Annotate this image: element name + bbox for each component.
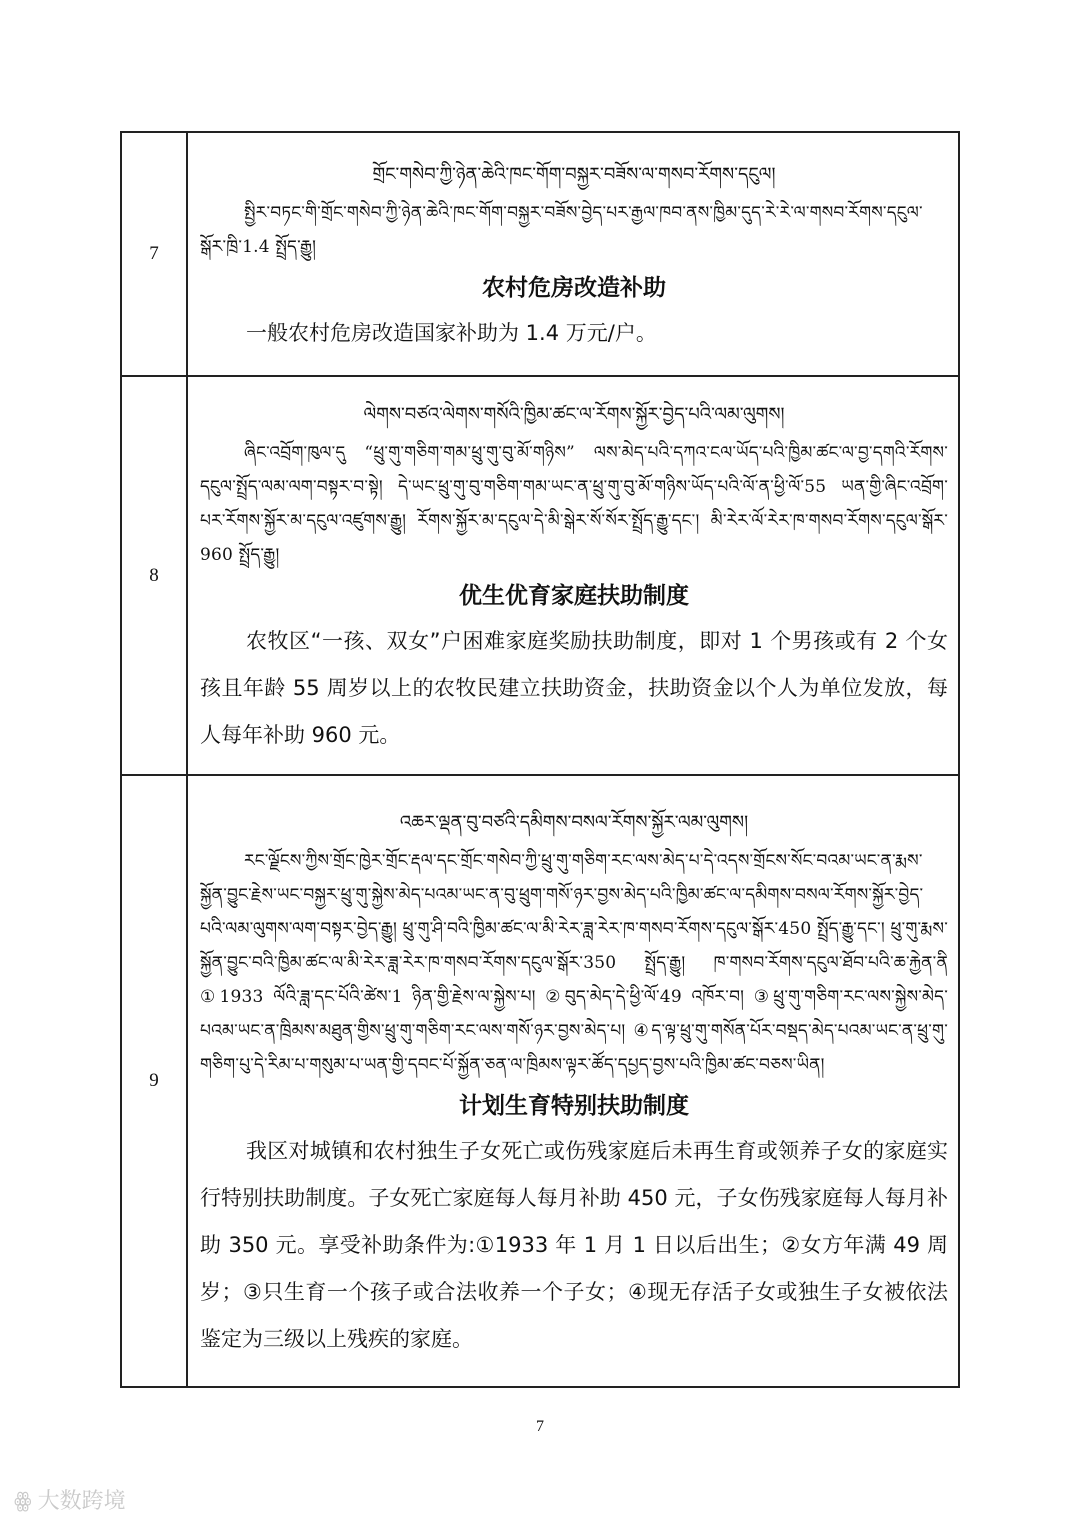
watermark-logo-icon: ꙮ — [14, 1487, 32, 1512]
watermark — [14, 1484, 126, 1515]
chinese-title: 农村危房改造补助 — [482, 274, 666, 301]
tibetan-body: རང་ལྗོངས་ཀྱིས་གྲོང་ཁྱེར་གྲོང་རྡལ་དང་གྲོང་གསེབ་ཀྱི་ཕྲུ་གུ་གཅིག་རང་ལས་མེད་པ་དེ་འདས་གྲོངས་སོང་བའམ་ཡང་ན་རྨས་སྐྱོན་བྱུང་རྗེས་ཡང་བསྐྱར་ཕྲུ་གུ་སྐྱེས་མེད་པའམ་ཡང་ན་བུ་ཕྲུག་གསོ་ཉར་བྱས་མེད་པའི་ཁྱིམ་ཚང་ལ་དམིགས་བསལ་རོགས་སྐྱོར་བྱེད་པའི་ལམ་ལུགས་ལག་བསྟར་བྱེད་རྒྱུ། ཕྲུ་གུ་ཤི་བའི་ཁྱིམ་ཚང་ལ་མི་རེར་ཟླ་རེར་ཁ་གསབ་རོགས་དངུལ་སྒོར་450 སྤྲོད་རྒྱུ་དང་། ཕྲུ་གུ་རྨས་སྐྱོན་བྱུང་བའི་ཁྱིམ་ཚང་ལ་མི་རེར་ཟླ་རེར་ཁ་གསབ་རོགས་དངུལ་སྒོར་350 སྤྲོད་རྒྱུ། ཁ་གསབ་རོགས་དངུལ་ཐོབ་པའི་ཆ་རྐྱེན་ནི ①1933 ལོའི་ཟླ་དང་པོའི་ཚེས་1 ཉིན་གྱི་རྗེས་ལ་སྐྱེས་པ། ②བུད་མེད་དེ་ཕྱི་ལོ་49 འཁོར་བ། ③ཕྲུ་གུ་གཅིག་རང་ལས་སྐྱེས་མེད་པའམ་ཡང་ན་ཁྲིམས་མཐུན་གྱིས་ཕྲུ་གུ་གཅིག་རང་ལས་གསོ་ཉར་བྱས་མེད་པ། ④ད་ལྟ་ཕྲུ་གུ་གསོན་པོར་བསྡད་མེད་པའམ་ཡང་ན་ཕྲུ་གུ་གཅིག་པུ་དེ་རིམ་པ་གསུམ་པ་ཡན་གྱི་དབང་པོ་སྐྱོན་ཅན་ལ་ཁྲིམས་ལྟར་ཚོད་དཔྱད་བྱས་པའི་ཁྱིམ་ཚང་བཅས་ཡིན། — [200, 850, 948, 1075]
tibetan-body: སྤྱིར་བཏང་གི་གྲོང་གསེབ་ཀྱི་ཉེན་ཆེའི་ཁང་གོག་བསྐྱར་བཟོས་བྱེད་པར་རྒྱལ་ཁབ་ནས་ཁྱིམ་དུད་རེ་རེ་ལ་གསབ་རོགས་དངུལ་སྒོར་ཁྲི་1.4 སྤྲོད་རྒྱུ། — [200, 202, 923, 257]
row-number: 7 — [121, 132, 187, 376]
chinese-title: 优生优育家庭扶助制度 — [459, 583, 689, 609]
tibetan-title: གྲོང་གསེབ་ཀྱི་ཉེན་ཆེའི་ཁང་གོག་བསྐྱར་བཟོས་ལ་གསབ་རོགས་དངུལ། — [372, 163, 776, 185]
row-number: 8 — [121, 376, 187, 775]
chinese-body: 我区对城镇和农村独生子女死亡或伤残家庭后未再生育或领养子女的家庭实行特别扶助制度。子女死亡家庭每人每月补助 450 元，子女伤残家庭每人每月补助 350 元。享受补助条件为:①1933 年 1 月 1 日以后出生；②女方年满 49 周岁；③只生育一个孩子或合法收养一个子女；④现无存活子女或独生子女被依法鉴定为三级以上残疾的家庭。 — [200, 1138, 948, 1351]
tibetan-title: ལེགས་བཙའ་ལེགས་གསོའི་ཁྱིམ་ཚང་ལ་རོགས་སྐྱོར་བྱེད་པའི་ལམ་ལུགས། — [363, 404, 785, 425]
chinese-body: 一般农村危房改造国家补助为 1.4 万元/户。 — [246, 320, 657, 345]
row-content — [187, 376, 959, 775]
table-row — [121, 376, 959, 775]
chinese-body: 农牧区“一孩、双女”户困难家庭奖励扶助制度，即对 1 个男孩或有 2 个女孩且年龄 55 周岁以上的农牧民建立扶助资金，扶助资金以个人为单位发放，每人每年补助 960 元。 — [200, 629, 948, 747]
row-content — [187, 775, 959, 1387]
policy-table — [120, 131, 960, 1388]
row-content — [187, 132, 959, 376]
watermark-text: 大数跨境 — [37, 1489, 126, 1514]
table-row — [121, 132, 959, 376]
chinese-title: 计划生育特别扶助制度 — [459, 1092, 689, 1119]
row-number: 9 — [121, 775, 187, 1387]
tibetan-body: ཞིང་འབྲོག་ཁུལ་དུ “ཕྲུ་གུ་གཅིག་གམ་ཕྲུ་གུ་བུ་མོ་གཉིས” ལས་མེད་པའི་དཀའ་ངལ་ཡོད་པའི་ཁྱིམ་ཚང་ལ་བྱ་དགའི་རོགས་དངུལ་སྤྲོད་ལམ་ལག་བསྟར་བ་སྟེ། དེ་ཡང་ཕྲུ་གུ་བུ་གཅིག་གམ་ཡང་ན་ཕྲུ་གུ་བུ་མོ་གཉིས་ཡོད་པའི་ལོ་ན་ཕྱི་ལོ་55 ཡན་གྱི་ཞིང་འབྲོག་པར་རོགས་སྐྱོར་མ་དངུལ་འཛུགས་རྒྱུ། རོགས་སྐྱོར་མ་དངུལ་དེ་མི་སྒེར་སོ་སོར་སྤྲོད་རྒྱུ་དང་། མི་རེར་ལོ་རེར་ཁ་གསབ་རོགས་དངུལ་སྒོར་960 སྤྲོད་རྒྱུ། — [200, 443, 948, 565]
table-row — [121, 775, 959, 1387]
page-number: 7 — [536, 1418, 544, 1435]
tibetan-title: འཆར་ལྡན་བུ་བཙའི་དམིགས་བསལ་རོགས་སྐྱོར་ལམ་ལུགས། — [399, 811, 749, 833]
